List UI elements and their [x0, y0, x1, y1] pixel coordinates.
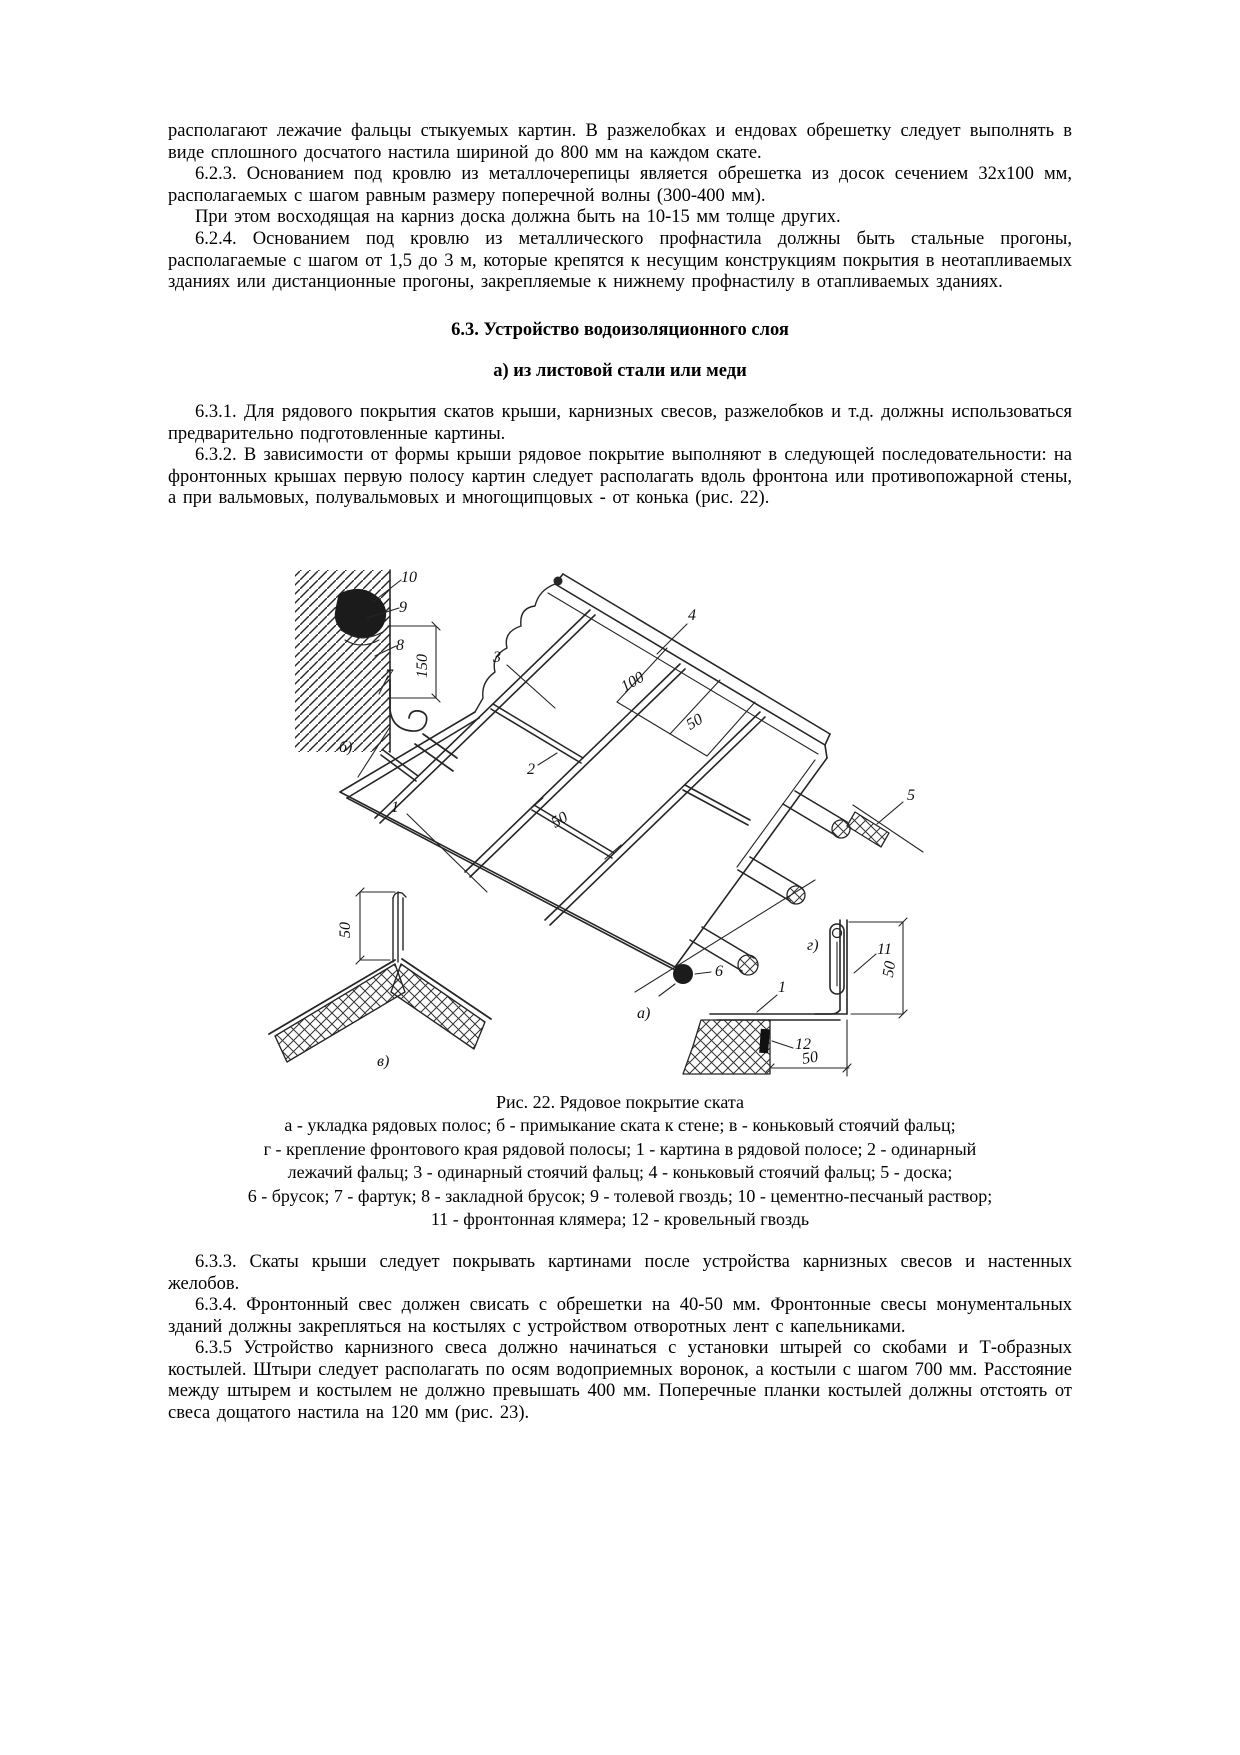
caption-line: лежачий фальц; 3 - одинарный стоячий фальц; 4 - коньковый стоячий фальц; 5 - доска;: [287, 1162, 953, 1183]
label-12: 12: [795, 1035, 811, 1053]
paragraph-6-2-4: 6.2.4. Основанием под кровлю из металлического профнастила должны быть стальные прогоны, располагаемые с шагом от 1,5 до 3 м, которые крепятся к несущим конструкциям покрытия в неотапливаемых зданиях или дистанционные прогоны, закрепляемые к нижнему профнастилу в отапливаемых зданиях.: [168, 228, 1072, 293]
paragraph-continuation: располагают лежачие фальцы стыкуемых картин. В разжелобках и ендовах обрешетку следует выполнять в виде сплошного досчатого настила шириной до 800 мм на каждом скате.: [168, 121, 1072, 163]
figure-22-drawing: [255, 562, 960, 1077]
paragraph-6-2-3: 6.2.3. Основанием под кровлю из металлочерепицы является обрешетка из досок сечением 32x100 мм, располагаемых с шагом равным размеру поперечной волны (300-400 мм).: [168, 164, 1072, 206]
caption-line: 6 - брусок; 7 - фартук; 8 - закладной брусок; 9 - толевой гвоздь; 10 - цементно-песчаный раствор;: [247, 1185, 993, 1206]
dim-50-v: 50: [337, 921, 354, 938]
label-2: 2: [527, 760, 535, 778]
label-4: 4: [688, 606, 696, 624]
caption-line: а - укладка рядовых полос; б - примыкание ската к стене; в - коньковый стоячий фальц;: [284, 1115, 956, 1136]
caption-line: 11 - фронтонная клямера; 12 - кровельный гвоздь: [430, 1209, 810, 1230]
section-heading-6-3: 6.3. Устройство водоизоляционного слоя: [451, 319, 789, 340]
label-6: 6: [715, 962, 723, 980]
label-1-g: 1: [778, 978, 786, 996]
dim-100: 100: [618, 668, 648, 696]
label-10: 10: [401, 568, 417, 586]
paragraph-6-3-4: 6.3.4. Фронтонный свес должен свисать с обрешетки на 40-50 мм. Фронтонные свесы монументальных зданий должны закрепляться на костылях с устройством отворотных лент с капельниками.: [168, 1295, 1072, 1337]
page-content: [168, 121, 1072, 1425]
label-9: 9: [399, 598, 407, 616]
main-roof-view: [340, 574, 923, 996]
caption-title: Рис. 22. Рядовое покрытие ската: [495, 1091, 744, 1112]
label-part-g: г): [807, 936, 819, 954]
paragraph-note: При этом восходящая на карниз доска должна быть на 10-15 мм толще других.: [195, 207, 841, 228]
paragraph-6-3-5: 6.3.5 Устройство карнизного свеса должно начинаться с установки штырей со скобами и Т-образных костылей. Штыри следует располагать по осям водоприемных воронок, а костыли с шагом 700 мм. Расстояние между штырем и костылем не должно превышать 400 мм. Поперечные планки костылей должны отстоять от свеса дощатого настила на 120 мм (рис. 23).: [168, 1338, 1072, 1424]
label-11: 11: [877, 940, 892, 958]
label-1-main: 1: [391, 798, 399, 816]
dim-150: 150: [414, 653, 431, 678]
figure-22: [255, 562, 960, 1077]
label-part-b: б): [339, 738, 353, 756]
dim-50-g-right: 50: [879, 959, 900, 979]
dim-50-top: 50: [683, 710, 706, 734]
detail-v-ridge-seam: [269, 888, 491, 1062]
label-7: 7: [385, 666, 393, 684]
dim-50-mid: 50: [548, 808, 571, 832]
label-part-a: а): [637, 1004, 651, 1022]
figure-caption: [168, 1091, 1072, 1232]
label-5: 5: [907, 786, 915, 804]
paragraph-6-3-1: 6.3.1. Для рядового покрытия скатов крыши, карнизных свесов, разжелобков и т.д. должны использоваться предварительно подготовленные картины.: [168, 401, 1072, 444]
label-part-v: в): [377, 1052, 390, 1070]
label-3: 3: [493, 648, 501, 666]
paragraph-6-3-3: 6.3.3. Скаты крыши следует покрывать картинами после устройства карнизных свесов и настенных желобов.: [168, 1251, 1072, 1294]
dim-50-g-bottom: 50: [800, 1048, 820, 1068]
paragraph-6-3-2: 6.3.2. В зависимости от формы крыши рядовое покрытие выполняют в следующей последовательности: на фронтонных крышах первую полосу картин следует располагать вдоль фронтона или противопожарной стены, а при вальмовых, полувальмовых и многощипцовых - от конька (рис. 22).: [168, 445, 1072, 509]
label-8: 8: [396, 636, 404, 654]
subsection-heading-a: а) из листовой стали или меди: [493, 361, 747, 382]
caption-line: г - крепление фронтового края рядовой полосы; 1 - картина в рядовой полосе; 2 - одинарный: [263, 1138, 977, 1159]
